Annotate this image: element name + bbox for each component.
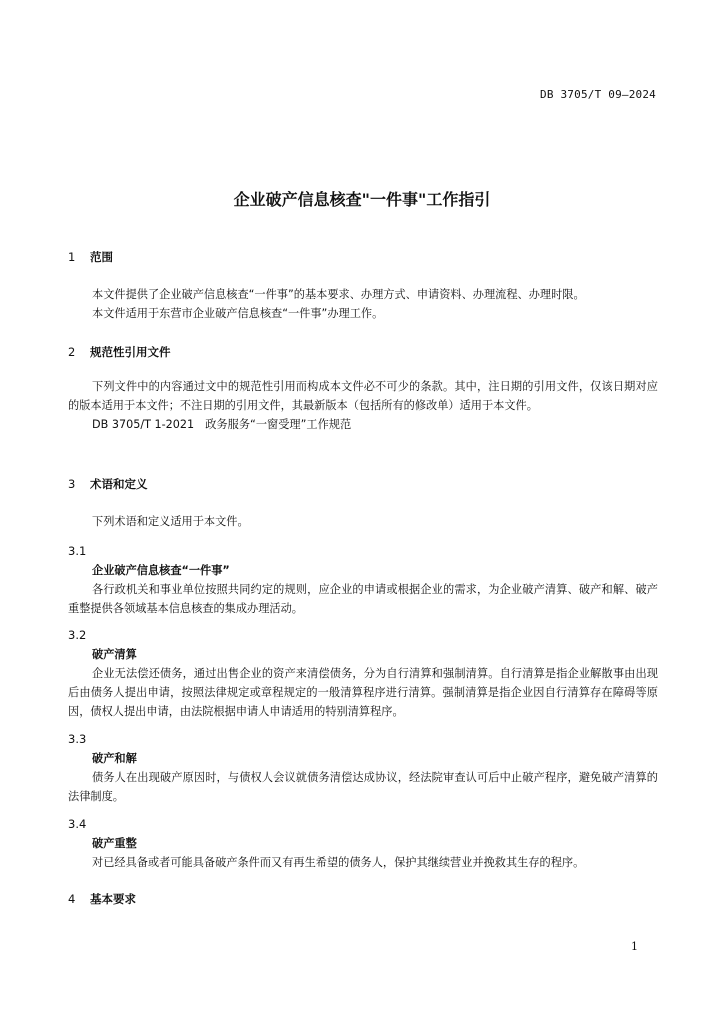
term-name: 破产和解: [92, 752, 137, 765]
section-2-heading: [68, 343, 658, 362]
term-name: 破产重整: [92, 837, 137, 850]
term-number: 3.2: [68, 628, 87, 642]
term-3-4: [68, 815, 658, 872]
term-number: 3.4: [68, 817, 87, 831]
section-1-body: [68, 285, 658, 323]
section-title: 规范性引用文件: [90, 345, 171, 359]
document-title: 企业破产信息核查"一件事"工作指引: [233, 190, 491, 209]
term-number: 3.1: [68, 544, 87, 558]
term-definition: 债务人在出现破产原因时，与债权人会议就债务清偿达成协议，经法院审查认可后中止破产程序，避免破产清算的法律制度。: [68, 771, 658, 803]
term-name: 破产清算: [92, 648, 137, 661]
section-title: 基本要求: [90, 892, 136, 906]
paragraph: 下列文件中的内容通过文中的规范性引用而构成本文件必不可少的条款。其中，注日期的引用文件，仅该日期对应的版本适用于本文件；不注日期的引用文件，其最新版本（包括所有的修改单）适用于本文件。: [68, 380, 658, 412]
paragraph: 本文件提供了企业破产信息核查“一件事”的基本要求、办理方式、申请资料、办理流程、办理时限。: [92, 288, 585, 301]
section-number: 1: [68, 250, 76, 264]
term-3-2: [68, 626, 658, 721]
term-number: 3.3: [68, 732, 87, 746]
section-1-heading: [68, 248, 658, 267]
document-code: DB 3705/T 09—2024: [540, 88, 656, 101]
section-title: 范围: [90, 250, 113, 264]
section-title: 术语和定义: [90, 477, 148, 491]
term-definition: 企业无法偿还债务，通过出售企业的资产来清偿债务，分为自行清算和强制清算。自行清算是指企业解散事由出现后由债务人提出申请，按照法律规定或章程规定的一般清算程序进行清算。强制清算是指企业因自行清算存在障碍等原因，债权人提出申请，由法院根据申请人申请适用的特别清算程序。: [68, 667, 658, 718]
term-name: 企业破产信息核查“一件事”: [92, 564, 230, 577]
section-4-heading: [68, 890, 658, 909]
page-number: 1: [631, 940, 638, 953]
term-definition: 各行政机关和事业单位按照共同约定的规则，应企业的申请或根据企业的需求，为企业破产清算、破产和解、破产重整提供各领域基本信息核查的集成办理活动。: [68, 583, 658, 615]
section-number: 3: [68, 477, 76, 491]
section-number: 2: [68, 345, 76, 359]
section-3-intro: [68, 512, 658, 531]
term-3-1: [68, 542, 658, 618]
section-3-heading: [68, 475, 658, 494]
section-number: 4: [68, 892, 76, 906]
section-2-body: [68, 377, 658, 434]
paragraph: 下列术语和定义适用于本文件。: [92, 515, 249, 528]
reference-item: DB 3705/T 1-2021 政务服务“一窗受理”工作规范: [92, 418, 352, 431]
term-definition: 对已经具备或者可能具备破产条件而又有再生希望的债务人，保护其继续营业并挽救其生存的程序。: [92, 856, 585, 869]
paragraph: 本文件适用于东营市企业破产信息核查“一件事”办理工作。: [92, 307, 384, 320]
term-3-3: [68, 730, 658, 806]
